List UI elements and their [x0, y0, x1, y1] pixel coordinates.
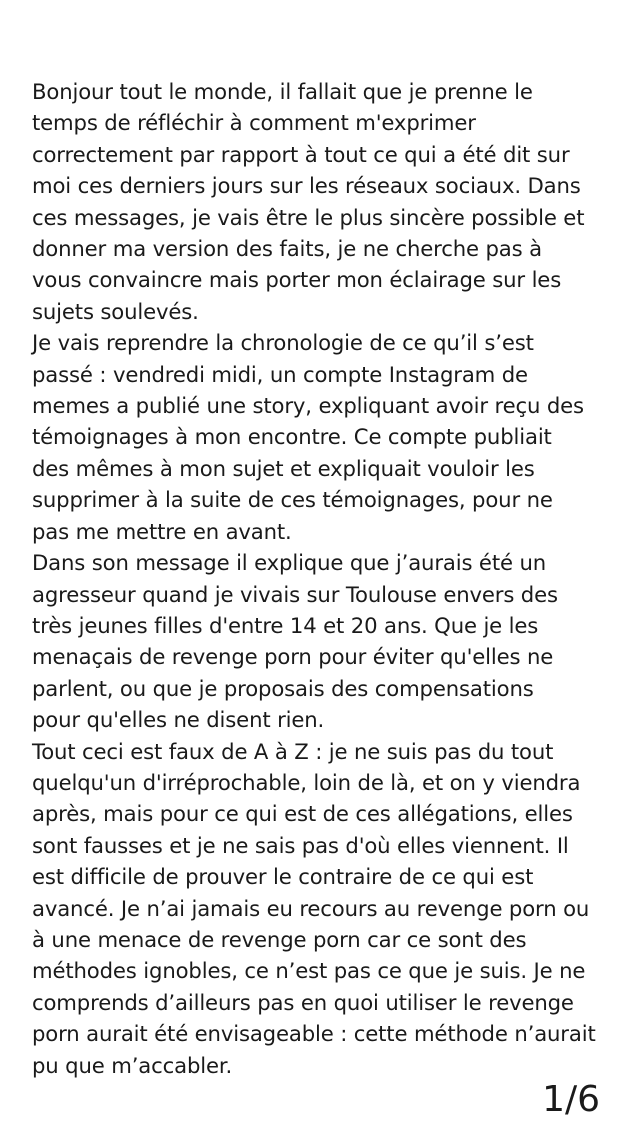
text-line: Tout ceci est faux de A à Z : je ne suis pas du tout [32, 738, 554, 764]
text-line: témoignages à mon encontre. Ce compte publiait [32, 424, 552, 450]
text-line: comprends d’ailleurs pas en quoi utiliser le revenge [32, 989, 574, 1015]
text-line: pas me mettre en avant. [32, 518, 292, 544]
text-line: temps de réfléchir à comment m'exprimer [32, 110, 476, 136]
text-line: Je vais reprendre la chronologie de ce qu’il s’est [32, 330, 534, 356]
text-line: memes a publié une story, expliquant avoir reçu des [32, 393, 584, 419]
text-line: à une menace de revenge porn car ce sont des [32, 926, 527, 952]
text-line: vous convaincre mais porter mon éclairage sur les [32, 267, 562, 293]
text-line: donner ma version des faits, je ne cherche pas à [32, 236, 542, 262]
text-line: est difficile de prouver le contraire de ce qui est [32, 864, 534, 890]
page-counter: 1/6 [542, 1079, 600, 1120]
text-line: menaçais de revenge porn pour éviter qu'elles ne [32, 644, 554, 670]
text-line: ces messages, je vais être le plus sincère possible et [32, 204, 585, 230]
text-line: parlent, ou que je proposais des compensations [32, 675, 534, 701]
text-line: supprimer à la suite de ces témoignages, pour ne [32, 487, 553, 513]
text-line: moi ces derniers jours sur les réseaux sociaux. Dans [32, 173, 581, 199]
text-line: Bonjour tout le monde, il fallait que je prenne le [32, 79, 533, 104]
text-line: passé : vendredi midi, un compte Instagram de [32, 361, 528, 387]
text-line: agresseur quand je vivais sur Toulouse envers des [32, 581, 558, 607]
text-line: Dans son message il explique que j’aurais été un [32, 550, 547, 576]
statement-text [32, 76, 622, 1081]
text-line: correctement par rapport à tout ce qui a été dit sur [32, 141, 570, 167]
text-line: très jeunes filles d'entre 14 et 20 ans. Que je les [32, 612, 539, 638]
text-line: porn aurait été envisageable : cette méthode n’aurait [32, 1021, 596, 1047]
text-line: quelqu'un d'irréprochable, loin de là, et on y viendra [32, 769, 581, 795]
text-line: sont fausses et je ne sais pas d'où elles viennent. Il [32, 832, 569, 858]
text-line: sujets soulevés. [32, 298, 199, 324]
text-line: avancé. Je n’ai jamais eu recours au revenge porn ou [32, 895, 590, 921]
text-line: pour qu'elles ne disent rien. [32, 707, 325, 733]
text-line: méthodes ignobles, ce n’est pas ce que je suis. Je ne [32, 958, 586, 984]
text-line: des mêmes à mon sujet et expliquait vouloir les [32, 455, 535, 481]
text-line: après, mais pour ce qui est de ces allégations, elles [32, 801, 573, 827]
text-line: pu que m’accabler. [32, 1052, 233, 1078]
